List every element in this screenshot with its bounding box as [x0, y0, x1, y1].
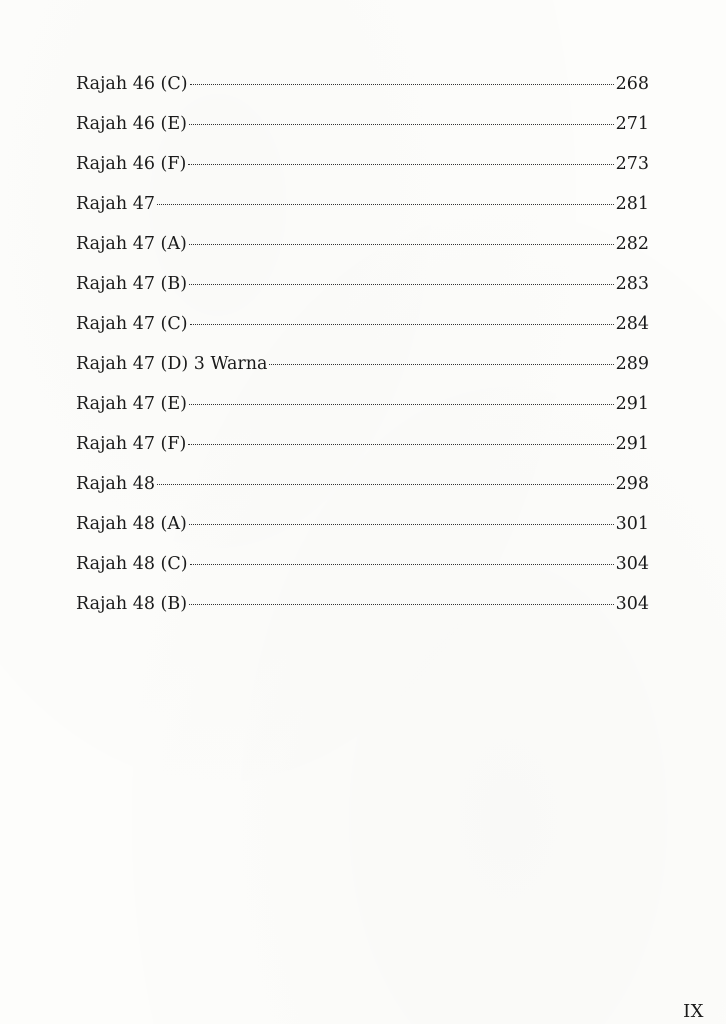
toc-entry: [76, 432, 649, 472]
toc-entry-label: Rajah 47 (C): [76, 314, 188, 334]
toc-entry-label: Rajah 46 (E): [76, 114, 187, 134]
toc-entry-label: Rajah 47 (E): [76, 394, 187, 414]
toc-entry-label: Rajah 48: [76, 474, 155, 494]
toc-entry: [76, 392, 649, 432]
toc-entry-label: Rajah 47 (A): [76, 234, 187, 254]
dot-leader: [157, 204, 614, 205]
toc-entry-page-number: 271: [615, 114, 649, 134]
toc-entry-page-number: 289: [615, 354, 649, 374]
toc-entry-page-number: 283: [615, 274, 649, 294]
toc-entry: [76, 112, 649, 152]
toc-entry: [76, 232, 649, 272]
toc-entry-label: Rajah 48 (A): [76, 514, 187, 534]
dot-leader: [188, 164, 613, 165]
toc-entry-page-number: 298: [615, 474, 649, 494]
toc-entry-page-number: 273: [615, 154, 649, 174]
page-number: IX: [683, 1001, 704, 1022]
toc-entry: [76, 72, 649, 112]
toc-entry-page-number: 291: [615, 394, 649, 414]
dot-leader: [190, 564, 614, 565]
toc-entry-page-number: 304: [615, 554, 649, 574]
dot-leader: [188, 444, 613, 445]
toc-entry: [76, 472, 649, 512]
toc-entry: [76, 592, 649, 632]
toc-entry-page-number: 281: [615, 194, 649, 214]
toc-entry: [76, 192, 649, 232]
dot-leader: [269, 364, 613, 365]
toc-entry-label: Rajah 46 (C): [76, 74, 188, 94]
dot-leader: [189, 124, 614, 125]
dot-leader: [189, 404, 614, 405]
toc-entry-label: Rajah 48 (B): [76, 594, 188, 614]
toc-entry: [76, 512, 649, 552]
toc-entry-page-number: 301: [615, 514, 649, 534]
dot-leader: [190, 84, 614, 85]
toc-entry-page-number: 284: [615, 314, 649, 334]
dot-leader: [189, 524, 614, 525]
dot-leader: [157, 484, 614, 485]
toc-entry: [76, 152, 649, 192]
dot-leader: [189, 604, 614, 605]
dot-leader: [190, 324, 614, 325]
toc-entry: [76, 552, 649, 592]
toc-entry-page-number: 304: [615, 594, 649, 614]
dot-leader: [189, 244, 614, 245]
toc-entry-label: Rajah 46 (F): [76, 154, 187, 174]
toc-entry-label: Rajah 47 (D) 3 Warna: [76, 354, 268, 374]
toc-entry: [76, 272, 649, 312]
toc-entry-page-number: 291: [615, 434, 649, 454]
toc-entry-label: Rajah 47 (F): [76, 434, 187, 454]
toc-entry-label: Rajah 47: [76, 194, 155, 214]
toc-entry-page-number: 282: [615, 234, 649, 254]
toc-entry-label: Rajah 48 (C): [76, 554, 188, 574]
dot-leader: [189, 284, 614, 285]
toc-entry-page-number: 268: [615, 74, 649, 94]
toc-entry-label: Rajah 47 (B): [76, 274, 188, 294]
toc-entry: [76, 352, 649, 392]
toc-entry: [76, 312, 649, 352]
table-of-figures: [76, 72, 649, 632]
